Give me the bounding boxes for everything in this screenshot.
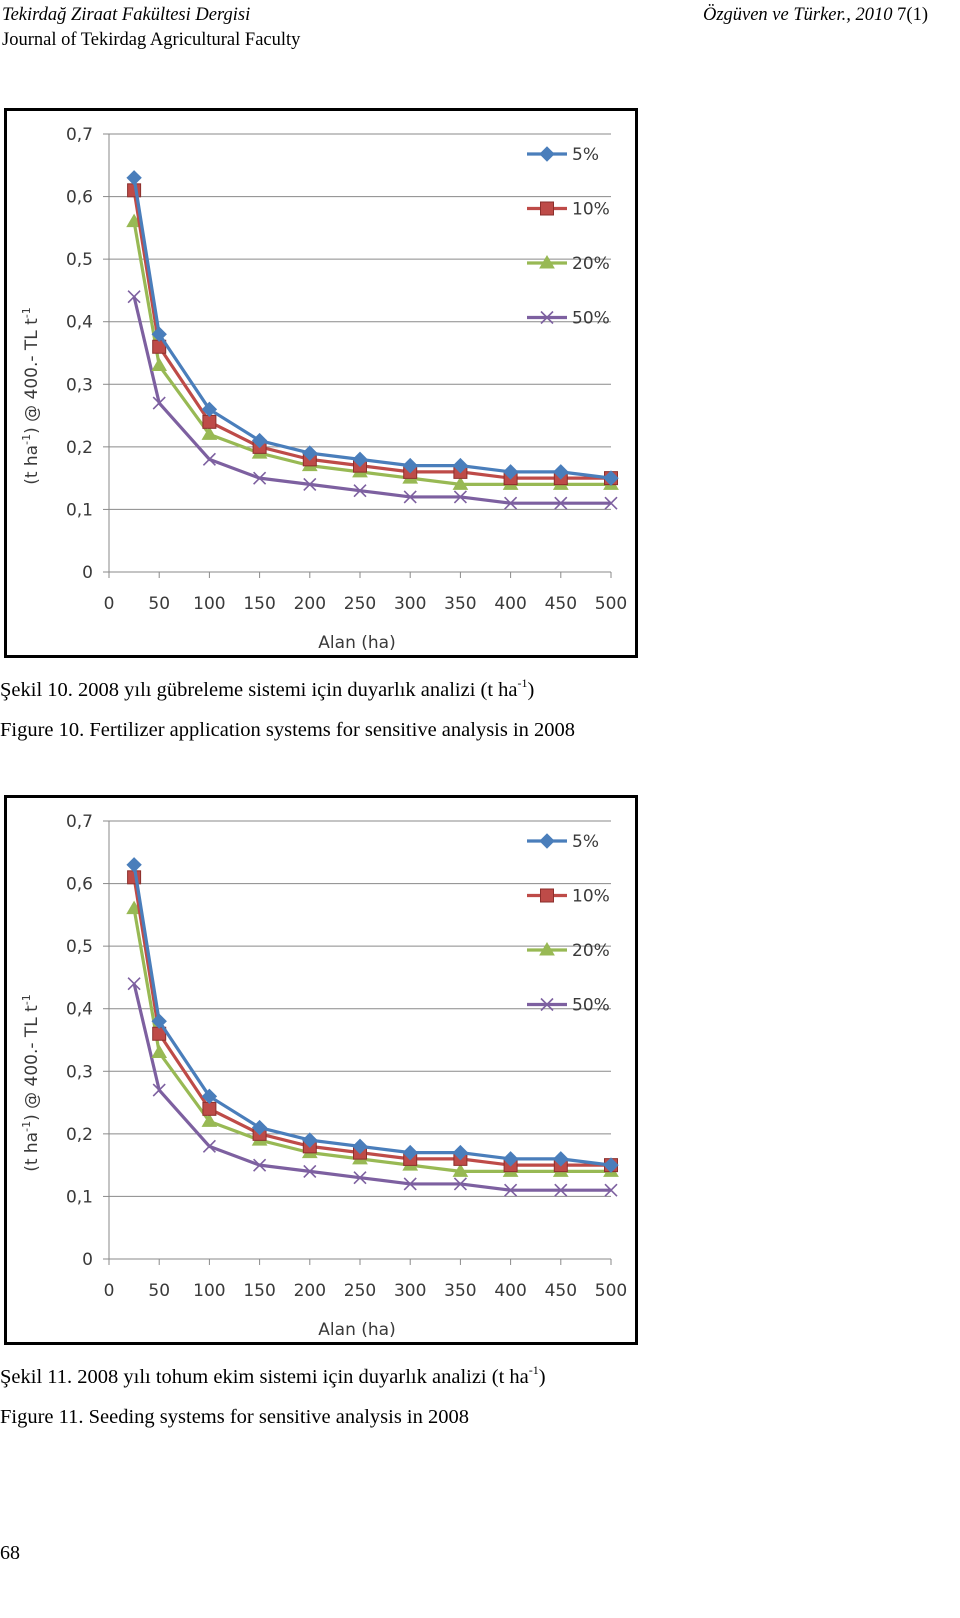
series-10pct bbox=[128, 871, 618, 1172]
x-tick-label: 250 bbox=[343, 594, 377, 614]
x-tick-label: 350 bbox=[444, 1281, 477, 1301]
figure-10-caption-en: Figure 10. Fertilizer application systems for sensitive analysis in 2008 bbox=[0, 719, 576, 741]
y-tick-label: 0,4 bbox=[65, 312, 93, 333]
y-tick-label: 0,4 bbox=[65, 999, 93, 1020]
data-point-diamond bbox=[127, 858, 141, 872]
data-point-square bbox=[541, 202, 554, 215]
legend-label: 20% bbox=[572, 254, 610, 274]
legend-item bbox=[527, 832, 599, 852]
data-point-square bbox=[203, 1102, 216, 1115]
x-tick-label: 450 bbox=[544, 594, 578, 614]
data-point-triangle bbox=[152, 359, 166, 371]
x-tick-label: 0 bbox=[103, 594, 115, 614]
x-axis-label: Alan (ha) bbox=[318, 633, 396, 653]
series-5pct bbox=[127, 858, 618, 1172]
legend-item bbox=[527, 941, 610, 961]
x-tick-label: 200 bbox=[293, 1281, 327, 1301]
legend-label: 50% bbox=[572, 995, 610, 1016]
x-tick-label: 300 bbox=[393, 1281, 427, 1301]
y-axis-label-part: ) @ 400.- TL t bbox=[22, 318, 42, 434]
x-tick-label: 350 bbox=[444, 594, 477, 614]
authors-year: Özgüven ve Türker., 2010 bbox=[702, 5, 893, 25]
y-tick-label: 0,6 bbox=[65, 874, 93, 895]
y-axis-label-superscript: -1 bbox=[20, 994, 33, 1006]
x-tick-label: 300 bbox=[393, 594, 427, 614]
y-axis-label-part: (t ha bbox=[22, 444, 42, 485]
legend-item bbox=[527, 254, 610, 274]
chart-svg bbox=[7, 111, 635, 655]
journal-title-en: Journal of Tekirdag Agricultural Faculty bbox=[2, 30, 301, 50]
y-tick-label: 0,1 bbox=[65, 1187, 93, 1208]
x-tick-label: 400 bbox=[494, 594, 527, 614]
data-point-square bbox=[541, 889, 554, 902]
y-tick-label: 0,5 bbox=[65, 937, 93, 958]
y-tick-label: 0,6 bbox=[65, 187, 93, 208]
data-point-diamond bbox=[127, 171, 141, 185]
legend-item bbox=[527, 996, 610, 1016]
x-tick-label: 250 bbox=[343, 1281, 377, 1301]
y-axis-label-superscript: -1 bbox=[20, 1120, 33, 1132]
y-axis-label-superscript: -1 bbox=[20, 307, 33, 319]
y-axis-label bbox=[20, 994, 42, 1172]
y-axis-label-superscript: -1 bbox=[20, 433, 33, 445]
x-tick-label: 150 bbox=[243, 594, 276, 614]
y-tick-label: 0,3 bbox=[65, 375, 93, 396]
x-tick-label: 500 bbox=[594, 594, 628, 614]
y-tick-label: 0,2 bbox=[65, 1124, 93, 1145]
figure-10-caption-tr bbox=[0, 677, 534, 703]
journal-title-tr: Tekirdağ Ziraat Fakültesi Dergisi bbox=[2, 5, 251, 25]
y-axis-label-part: (t ha bbox=[22, 1131, 42, 1172]
legend-item bbox=[527, 145, 599, 165]
x-tick-label: 400 bbox=[494, 1281, 527, 1301]
data-point-triangle bbox=[152, 1046, 166, 1058]
x-axis-label: Alan (ha) bbox=[318, 1320, 396, 1340]
x-tick-label: 50 bbox=[148, 594, 171, 614]
legend-label: 50% bbox=[572, 308, 610, 329]
x-tick-label: 450 bbox=[544, 1281, 578, 1301]
caption-superscript: -1 bbox=[528, 1363, 539, 1377]
data-point-diamond bbox=[540, 834, 554, 848]
chart-svg bbox=[7, 798, 635, 1342]
x-tick-label: 100 bbox=[193, 594, 226, 614]
series-line bbox=[134, 222, 611, 485]
caption-superscript: -1 bbox=[517, 676, 528, 690]
legend-item bbox=[527, 200, 610, 220]
x-tick-label: 0 bbox=[103, 1281, 115, 1301]
data-point-diamond bbox=[540, 147, 554, 161]
legend-label: 10% bbox=[572, 199, 610, 220]
page-number: 68 bbox=[0, 1542, 20, 1564]
y-tick-label: 0 bbox=[82, 1250, 93, 1270]
legend-item bbox=[527, 887, 610, 907]
y-tick-label: 0,1 bbox=[65, 500, 93, 521]
y-tick-label: 0,2 bbox=[65, 437, 93, 458]
legend-label: 10% bbox=[572, 886, 610, 907]
y-tick-label: 0,3 bbox=[65, 1062, 93, 1083]
y-tick-label: 0,7 bbox=[65, 812, 93, 832]
running-header-left bbox=[2, 3, 300, 53]
x-tick-label: 200 bbox=[293, 594, 327, 614]
series-5pct bbox=[127, 171, 618, 485]
legend-label: 5% bbox=[572, 832, 599, 852]
legend-label: 5% bbox=[572, 145, 599, 165]
y-axis-label bbox=[20, 307, 42, 485]
caption-text: Şekil 10. 2008 yılı gübreleme sistemi için duyarlık analizi (t ha bbox=[0, 679, 518, 701]
series-line bbox=[134, 909, 611, 1172]
running-header-right bbox=[703, 3, 928, 28]
series-10pct bbox=[128, 184, 618, 485]
y-tick-label: 0,5 bbox=[65, 250, 93, 271]
y-axis-label-part: ) @ 400.- TL t bbox=[22, 1005, 42, 1121]
legend-label: 20% bbox=[572, 941, 610, 961]
caption-text: Şekil 11. 2008 yılı tohum ekim sistemi için duyarlık analizi (t ha bbox=[0, 1366, 529, 1388]
x-tick-label: 100 bbox=[193, 1281, 226, 1301]
x-tick-label: 50 bbox=[148, 1281, 171, 1301]
figure-11-chart bbox=[4, 795, 638, 1345]
legend-item bbox=[527, 309, 610, 329]
figure-10-chart bbox=[4, 108, 638, 658]
figure-11-caption-en: Figure 11. Seeding systems for sensitive analysis in 2008 bbox=[0, 1406, 469, 1428]
data-point-square bbox=[203, 415, 216, 428]
y-tick-label: 0 bbox=[82, 563, 93, 583]
x-tick-label: 500 bbox=[594, 1281, 628, 1301]
volume-issue: 7(1) bbox=[897, 5, 928, 25]
caption-close: ) bbox=[538, 1366, 546, 1388]
figure-11-caption-tr bbox=[0, 1364, 546, 1390]
y-tick-label: 0,7 bbox=[65, 125, 93, 145]
x-tick-label: 150 bbox=[243, 1281, 276, 1301]
caption-close: ) bbox=[527, 679, 535, 701]
